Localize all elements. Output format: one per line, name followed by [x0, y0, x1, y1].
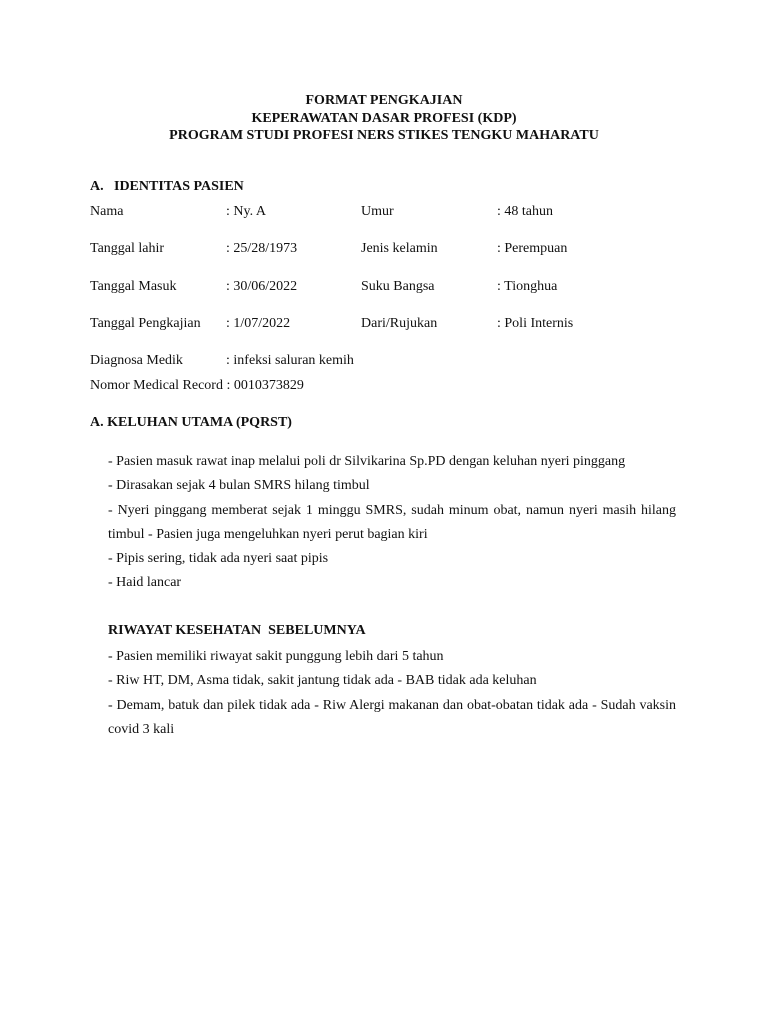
- field-tanggal-pengkajian-label: Tanggal Pengkajian: [90, 316, 201, 331]
- field-tanggal-lahir-label: Tanggal lahir: [90, 241, 165, 256]
- field-suku-bangsa-label: Suku Bangsa: [361, 279, 435, 294]
- field-nama-value: : Ny. A: [226, 204, 266, 219]
- field-jenis-kelamin-value: : Perempuan: [497, 241, 568, 256]
- field-diagnosa-value: : infeksi saluran kemih: [226, 353, 354, 368]
- section-title-text: IDENTITAS PASIEN: [114, 179, 244, 194]
- field-rujukan-value: : Poli Internis: [497, 316, 574, 331]
- list-item: - Haid lancar: [108, 575, 182, 591]
- keluhan-list: [108, 450, 676, 596]
- list-item: - Demam, batuk dan pilek tidak ada - Riw Alergi makanan dan obat-obatan tidak ada - Sudah vaksin covid 3 kali: [108, 697, 676, 737]
- field-nama-label: Nama: [90, 204, 124, 219]
- field-jenis-kelamin-label: Jenis kelamin: [361, 241, 438, 256]
- field-suku-bangsa-value: : Tionghua: [497, 279, 558, 294]
- field-medical-record: Nomor Medical Record : 0010373829: [90, 378, 304, 393]
- document-header: [0, 92, 768, 145]
- field-tanggal-masuk-label: Tanggal Masuk: [90, 279, 177, 294]
- field-diagnosa-label: Diagnosa Medik: [90, 353, 183, 368]
- field-tanggal-lahir-value: : 25/28/1973: [226, 241, 298, 256]
- riwayat-list: [108, 645, 676, 742]
- field-umur-label: Umur: [361, 204, 394, 219]
- section-keluhan-title: A. KELUHAN UTAMA (PQRST): [90, 415, 292, 430]
- list-item: - Pasien memiliki riwayat sakit punggung lebih dari 5 tahun: [108, 649, 444, 664]
- list-item: - Riw HT, DM, Asma tidak, sakit jantung tidak ada - BAB tidak ada keluhan: [108, 673, 537, 689]
- field-umur-value: : 48 tahun: [497, 204, 553, 219]
- field-tanggal-pengkajian-value: : 1/07/2022: [226, 316, 291, 331]
- section-identitas-title: [90, 179, 244, 195]
- list-item: - Pipis sering, tidak ada nyeri saat pipis: [108, 551, 329, 567]
- header-line-3: PROGRAM STUDI PROFESI NERS STIKES TENGKU MAHARATU: [169, 128, 599, 143]
- list-item: - Dirasakan sejak 4 bulan SMRS hilang timbul: [108, 478, 370, 494]
- field-rujukan-label: Dari/Rujukan: [361, 316, 438, 331]
- field-tanggal-masuk-value: : 30/06/2022: [226, 279, 298, 294]
- section-number: A.: [90, 179, 104, 194]
- list-item: - Nyeri pinggang memberat sejak 1 minggu SMRS, sudah minum obat, namun nyeri masih hilang timbul - Pasien juga mengeluhkan nyeri perut bagian kiri: [108, 502, 676, 542]
- header-line-2: KEPERAWATAN DASAR PROFESI (KDP): [251, 110, 517, 126]
- section-riwayat-title: RIWAYAT KESEHATAN SEBELUMNYA: [108, 623, 366, 638]
- header-line-1: FORMAT PENGKAJIAN: [305, 93, 463, 108]
- list-item: - Pasien masuk rawat inap melalui poli dr Silvikarina Sp.PD dengan keluhan nyeri pinggang: [108, 454, 626, 469]
